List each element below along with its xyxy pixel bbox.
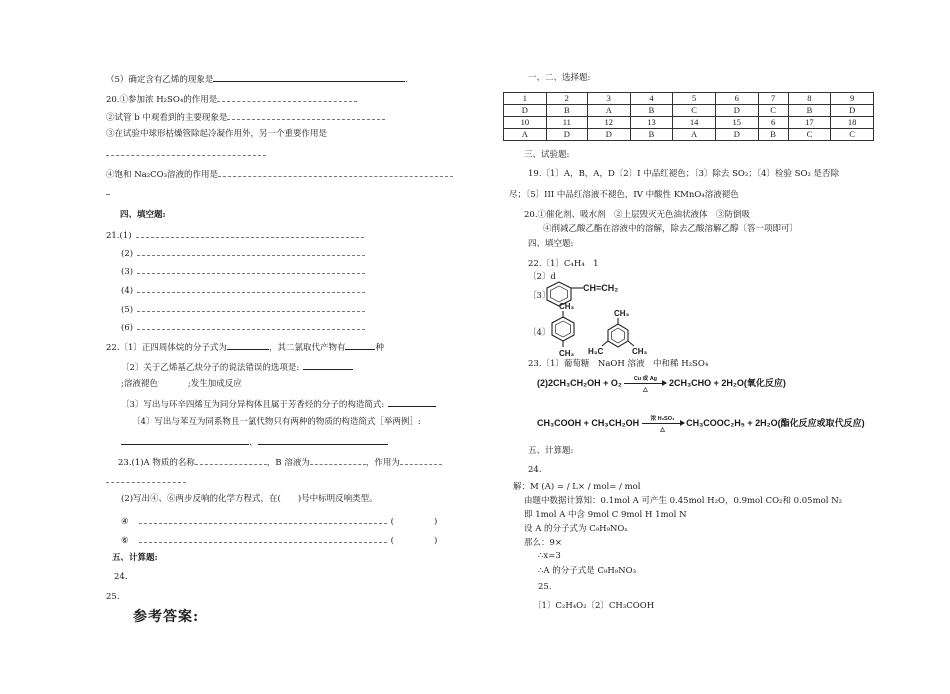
answer-table-cell: 9 bbox=[831, 93, 874, 105]
answer-table-cell: 15 bbox=[715, 117, 758, 129]
equation-esterification bbox=[537, 415, 865, 433]
q22-option-text: ;发生加成反应 bbox=[187, 379, 242, 389]
equation-products: 2CH₃CHO + 2H₂O(氧化反应) bbox=[668, 378, 786, 388]
q24-answer-label: 24. bbox=[528, 465, 542, 475]
q21-6 bbox=[121, 321, 365, 334]
methyl-label: CH₃ bbox=[632, 347, 648, 356]
paren-right: ) bbox=[433, 536, 438, 546]
answer-blank[interactable] bbox=[195, 456, 267, 465]
answer-blank[interactable] bbox=[227, 111, 385, 120]
q23-1 bbox=[118, 456, 442, 469]
answer-table-cell: 3 bbox=[587, 93, 630, 105]
heat-condition: △ bbox=[660, 426, 665, 433]
answer-blank[interactable] bbox=[136, 229, 364, 238]
answer-blank[interactable] bbox=[218, 168, 453, 177]
q21-5 bbox=[121, 303, 365, 316]
answer-table-cell: 6 bbox=[715, 93, 758, 105]
section-5-title: 五、计算题: bbox=[112, 553, 158, 563]
answer-table-cell: 6 bbox=[758, 117, 788, 129]
reaction-arrow bbox=[642, 415, 684, 433]
answer-table-row bbox=[504, 93, 874, 105]
answer-table-row bbox=[504, 105, 874, 117]
q21-item-label: (5) bbox=[121, 305, 134, 315]
mesitylene-structure bbox=[588, 308, 658, 358]
answer-table-cell: 8 bbox=[788, 93, 831, 105]
q21-label: 21.(1) bbox=[106, 231, 132, 241]
answer-blank[interactable] bbox=[388, 398, 436, 407]
equation-reactants: (2)2CH₃CH₂OH + O₂ bbox=[537, 378, 622, 388]
answer-table-cell: A bbox=[504, 129, 547, 141]
answer-blank[interactable] bbox=[310, 456, 366, 465]
q22-answer-4-label: 〔4〕 bbox=[528, 328, 551, 338]
answer-table-cell: 11 bbox=[546, 117, 587, 129]
answer-blank[interactable] bbox=[139, 534, 387, 543]
paren-left: ( bbox=[390, 536, 394, 546]
q20-part2 bbox=[106, 111, 385, 124]
q23-eq4-label: ④ bbox=[121, 517, 129, 527]
q20-answer-line1: 20.①催化剂、吸水剂 ②上层毁灭无色油状液体 ③防倒吸 bbox=[524, 210, 751, 220]
methyl-label: CH₃ bbox=[559, 302, 575, 311]
q19-answer-line2: 尽；〔5〕III 中品红溶液不褪色，IV 中酸性 KMnO₄溶液褪色 bbox=[509, 190, 739, 200]
answer-blank[interactable] bbox=[137, 265, 365, 274]
solution-line-1: 解：M (A) = / L× / mol= / mol bbox=[513, 482, 641, 492]
answer-table-cell: D bbox=[504, 105, 547, 117]
q25-label: 25. bbox=[106, 592, 120, 602]
methyl-label: CH₃ bbox=[614, 309, 630, 318]
q19-part5-text: （5）确定含有乙烯的现象是 bbox=[106, 75, 214, 85]
q23-1-text3: ，作用为 bbox=[365, 458, 400, 468]
answer-blank[interactable] bbox=[303, 361, 353, 370]
answer-table-cell: 4 bbox=[630, 93, 673, 105]
q21-item-label: (4) bbox=[121, 286, 134, 296]
solution-line-5: 那么：9× bbox=[524, 538, 563, 548]
answer-table-cell: D bbox=[587, 129, 630, 141]
answer-blank[interactable] bbox=[137, 284, 365, 293]
solution-line-2: 由题中数据计算知：0.1mol A 可产生 0.45mol H₂O，0.9mol CO₂和 0.05mol N₂ bbox=[524, 496, 843, 506]
answer-table-cell: B bbox=[758, 129, 788, 141]
section-3-title: 三、试验题: bbox=[524, 150, 570, 160]
answer-blank[interactable] bbox=[400, 456, 442, 465]
catalyst-label: 浓 H₂SO₄ bbox=[650, 415, 675, 422]
answer-blank[interactable] bbox=[106, 186, 110, 195]
answer-table-cell: 13 bbox=[630, 117, 673, 129]
q20-part4-text: ④饱和 Na₂CO₃溶液的作用是 bbox=[106, 170, 218, 180]
methyl-label: H₃C bbox=[588, 347, 604, 356]
q22-2-options bbox=[121, 379, 242, 390]
q19-part5: （5）确定含有乙烯的现象是 . bbox=[106, 75, 409, 85]
q19-answer-line1: 19.〔1〕A，B，A，D〔2〕I 中品红褪色；〔3〕除去 SO₂；〔4〕检验 SO₂ 是否除 bbox=[528, 169, 840, 179]
q23-eq4 bbox=[121, 515, 437, 528]
q22-option-text: ;溶液褪色 bbox=[121, 379, 158, 389]
q21-item-label: (2) bbox=[121, 249, 134, 259]
q20-part3-text: ③在试验中球形枯燥管除起冷凝作用外，另一个重要作用是 bbox=[106, 129, 328, 139]
section-1-2-title: 一、二、选择题: bbox=[528, 73, 591, 83]
answer-table-cell: C bbox=[673, 105, 716, 117]
answer-blank[interactable] bbox=[139, 515, 387, 524]
answer-table-cell: 18 bbox=[831, 117, 874, 129]
section-4-title: 四、填空题: bbox=[120, 210, 166, 220]
answer-table-cell: 12 bbox=[587, 117, 630, 129]
q22-1-text: 22.〔1〕正四周体烷的分子式为 bbox=[106, 343, 227, 353]
styrene-group-label: CH=CH₂ bbox=[583, 283, 619, 293]
paren-left: ( bbox=[390, 517, 394, 527]
q21-item-label: (3) bbox=[121, 267, 134, 277]
paren-right: ) bbox=[433, 517, 438, 527]
heat-condition: △ bbox=[643, 386, 648, 393]
q22-answer-1: 22.〔1〕C₄H₄ 1 bbox=[528, 259, 599, 269]
equation-reactants: CH₃COOH + CH₃CH₂OH bbox=[537, 418, 640, 428]
q20-part3 bbox=[106, 129, 327, 140]
answer-blank[interactable] bbox=[137, 321, 365, 330]
answer-blank[interactable] bbox=[217, 93, 357, 102]
catalyst-label: Cu 或 Ag bbox=[633, 375, 658, 382]
answer-table-row bbox=[504, 117, 874, 129]
answer-table-cell: 17 bbox=[788, 117, 831, 129]
q22-answer-2: 〔2〕d bbox=[528, 272, 556, 282]
q22-4-text: 〔4〕写出与苯互为同系物且一氯代物只有两种的物质的构造简式［举两例］: bbox=[132, 417, 421, 427]
answer-table-cell: A bbox=[587, 105, 630, 117]
q25-answer: 〔1〕C₂H₄O₂〔2〕CH₃COOH bbox=[533, 601, 655, 611]
q20-part1-text: 20.①参加浓 H₂SO₄的作用是 bbox=[106, 95, 218, 105]
q23-2 bbox=[121, 494, 378, 505]
answer-table-cell: B bbox=[630, 129, 673, 141]
answer-table-cell: 14 bbox=[673, 117, 716, 129]
answer-table-cell: B bbox=[788, 105, 831, 117]
answer-blank[interactable] bbox=[345, 341, 375, 350]
q22-2 bbox=[121, 361, 353, 374]
solution-line-7: ∴A 的分子式是 C₉H₉NO₃ bbox=[538, 566, 636, 576]
answer-table-cell: B bbox=[630, 105, 673, 117]
reaction-arrow bbox=[624, 375, 666, 393]
q22-3-text: 〔3〕写出与环辛四烯互为同分异构体且属于芳香烃的分子的构造简式: bbox=[121, 400, 385, 410]
q23-eq6-label: ⑥ bbox=[121, 536, 129, 546]
equation-oxidation bbox=[537, 375, 786, 393]
answer-blank[interactable] bbox=[227, 341, 269, 350]
equation-products: CH₃COOC₂H₅ + 2H₂O(酯化反应或取代反应) bbox=[686, 418, 865, 428]
answer-blank[interactable] bbox=[106, 147, 266, 156]
answer-table-cell: D bbox=[715, 105, 758, 117]
answer-table-cell: C bbox=[788, 129, 831, 141]
q22-4 bbox=[132, 417, 421, 428]
q22-1-text3: 种 bbox=[375, 343, 384, 353]
section-4-answer-title: 四、填空题: bbox=[528, 239, 574, 249]
q22-4-blanks: 、 bbox=[121, 436, 388, 449]
q20-answer-line2: ④削减乙酸乙酯在溶液中的溶解，除去乙酸溶解乙醇〔答一项即可〕 bbox=[543, 224, 799, 234]
q20-part3-line2 bbox=[106, 147, 266, 160]
answer-table-cell: A bbox=[673, 129, 716, 141]
answer-blank[interactable] bbox=[213, 73, 405, 82]
p-xylene-structure bbox=[545, 300, 585, 360]
q23-answer-1: 23.〔1〕葡萄糖 NaOH 溶液 中和稀 H₂SO₄ bbox=[528, 359, 709, 369]
q22-2-text: 〔2〕关于乙烯基乙炔分子的说法错误的选项是: bbox=[121, 363, 300, 373]
q20-part1 bbox=[106, 93, 357, 106]
q20-part4-line2 bbox=[106, 186, 110, 199]
answer-table-cell: D bbox=[546, 129, 587, 141]
q23-1-text: 23.(1)A 物质的名称 bbox=[118, 458, 195, 468]
q23-2-text: (2)写出④、⑥两步反响的化学方程式，在( )号中标明反响类型。 bbox=[121, 494, 378, 504]
answer-table-cell: B bbox=[546, 105, 587, 117]
answer-blank[interactable] bbox=[121, 436, 249, 445]
q22-answer-3-label: 〔3〕 bbox=[528, 291, 551, 301]
q21-1 bbox=[106, 229, 364, 242]
reference-answers-title: 参考答案: bbox=[133, 609, 200, 625]
q21-3 bbox=[121, 265, 365, 278]
answer-table-cell: 2 bbox=[546, 93, 587, 105]
q24-label: 24. bbox=[114, 572, 128, 582]
q23-1-line2 bbox=[106, 474, 186, 487]
q22-1 bbox=[106, 341, 384, 354]
q21-4 bbox=[121, 284, 365, 297]
answer-table-cell: 10 bbox=[504, 117, 547, 129]
q22-1-text2: ，其二氯取代产物有 bbox=[268, 343, 346, 353]
q25-answer-label: 25. bbox=[538, 582, 552, 592]
answer-table bbox=[503, 92, 874, 141]
q21-item-label: (6) bbox=[121, 323, 134, 333]
methyl-label: CH₃ bbox=[559, 349, 575, 358]
solution-line-4: 设 A 的分子式为 C₉H₉NOₓ bbox=[524, 524, 628, 534]
answer-blank[interactable] bbox=[258, 436, 388, 445]
answer-table-row bbox=[504, 129, 874, 141]
answer-table-cell: D bbox=[715, 129, 758, 141]
answer-blank[interactable] bbox=[137, 247, 365, 256]
answer-table-cell: C bbox=[758, 105, 788, 117]
q23-eq6 bbox=[121, 534, 437, 547]
q23-1-text2: ，B 溶液为 bbox=[266, 458, 310, 468]
answer-table-cell: 7 bbox=[758, 93, 788, 105]
answer-table-cell: 5 bbox=[673, 93, 716, 105]
section-5-answer-title: 五、计算题: bbox=[528, 446, 574, 456]
answer-blank[interactable] bbox=[137, 303, 365, 312]
solution-line-6: ∴x=3 bbox=[538, 551, 561, 561]
q21-2 bbox=[121, 247, 365, 260]
q20-part4 bbox=[106, 168, 453, 181]
answer-blank[interactable] bbox=[106, 474, 186, 483]
answer-table-cell: C bbox=[831, 129, 874, 141]
answer-table-cell: D bbox=[831, 105, 874, 117]
q20-part2-text: ②试管 b 中观看到的主要现象是 bbox=[106, 113, 228, 123]
solution-line-3: 即 1mol A 中含 9mol C 9mol H 1mol N bbox=[524, 510, 687, 520]
q22-3 bbox=[121, 398, 436, 411]
answer-table-cell: 1 bbox=[504, 93, 547, 105]
